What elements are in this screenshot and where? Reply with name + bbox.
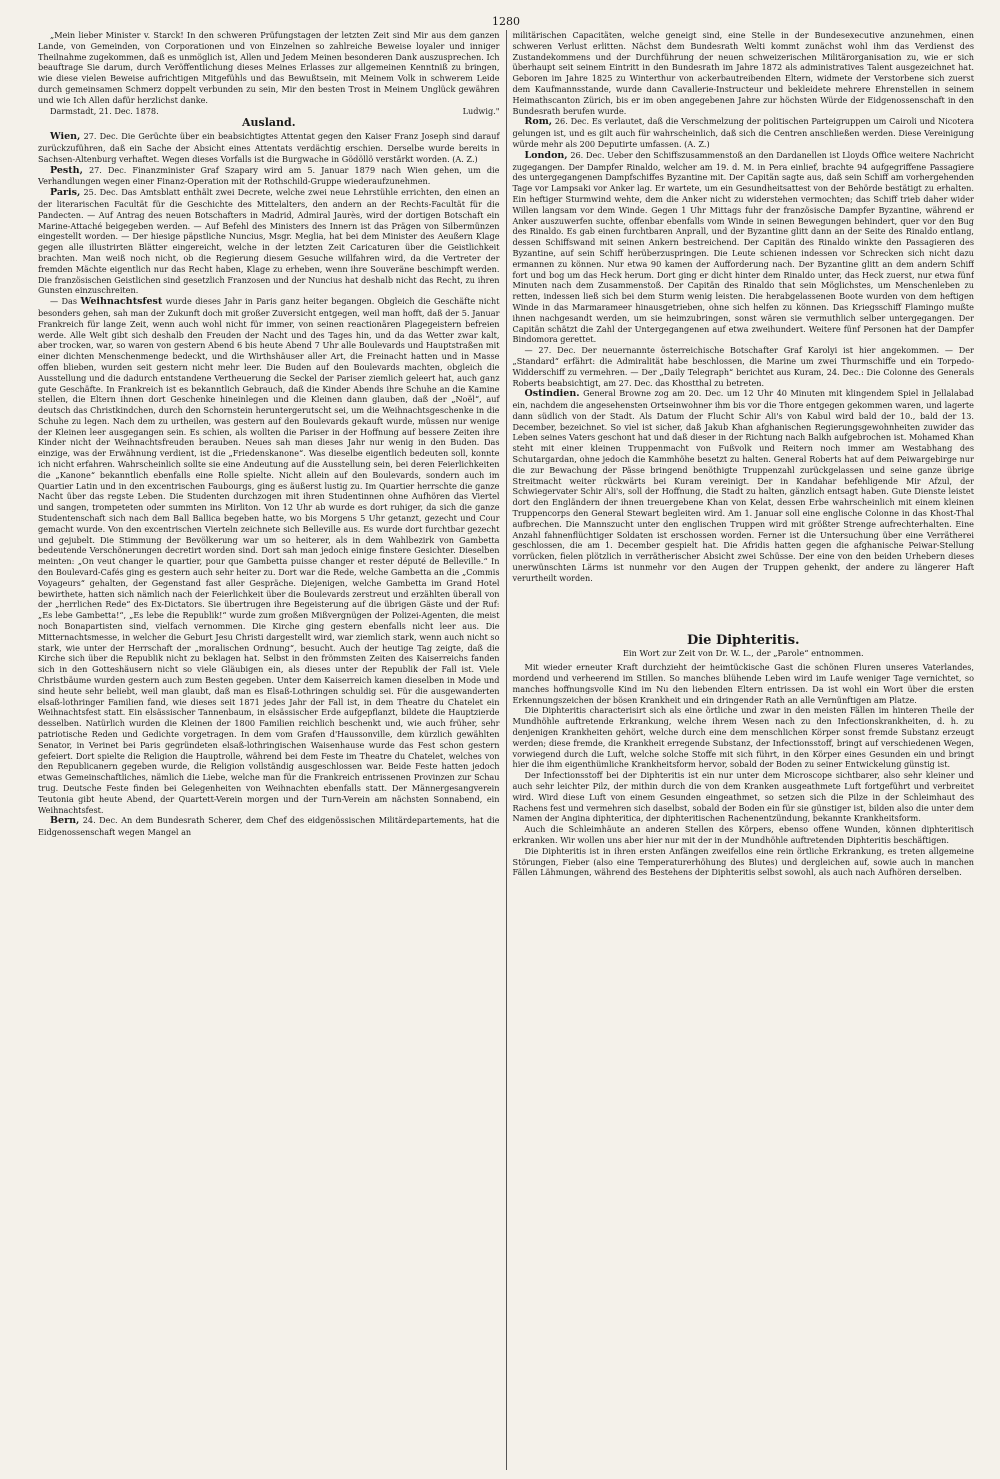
article-ostindien (513, 388, 975, 583)
article-paragraph: Der Infectionsstoff bei der Diphteritis ist ein nur unter dem Microscope sichtbarer, also sehr kleiner und auch sehr leichter Pilz, der mithin durch die von dem Kranken ausgeathmete Luft fortgeführt und verbreitet wird. Wird diese Luft von einem Gesunden eingeathmet, so setzen sich die Pilze in der Schleimhaut des Rachens fest und vermehren sich daselbst, sobald der Boden ein für sie günstiger ist, bilden also die unter dem Namen der Angina diphteritica, der diphteritischen Rachenentzündung, bekannte Krankheitsform. (512, 770, 974, 824)
letter-text: „Mein lieber Minister v. Starck! In den schweren Prüfungstagen der letzten Zeit sind Mir aus dem ganzen Lande, von Gemeinden, von Corporationen und von Einzelnen so zahlreiche Beweise loyaler und inniger Theilnahme zugekommen, daß es unmöglich ist, Allen und Jedem Meinen besonderen Dank auszusprechen. Ich beauftrage Sie darum, durch Veröffentlichung dieses Meines Erlasses zur allgemeinen Kenntniß zu bringen, wie diese vielen Beweise aufrichtigen Mitgefühls und das Bewußtsein, mit Meinem Volk in schwerem Leide durch gemeinsamen Schmerz doppelt verbunden zu sein, Mir den besten Trost in Meinem Unglück gewähren und wie Ich Allen dafür herzlichst danke. (38, 30, 500, 105)
page-number: 1280 (492, 15, 520, 28)
article-pesth (38, 165, 500, 188)
article-london-text: 26. Dec. Ueber den Schiffszusammenstoß an den Dardanellen ist Lloyds Office weitere Nachricht zugegangen. Der Dampfer Rinaldo, welcher am 19. d. M. in Pera einlief, brachte 94 aufgegriffene Passagiere des untergegangenen Dampfschiffes Byzantine mit. Der Capitän sagte aus, daß sein Schiff am vorhergehenden Tage vor Lampsaki vor Anker lag. Er wartete, um ein Gesundheitsattest von der Behörde bestätigt zu erhalten. Ein heftiger Sturmwind wehte, dem die Anker nicht zu widerstehen vermochten; das Schiff trieb daher wider Willen langsam vor dem Winde. Gegen 1 Uhr Mittags fuhr der französische Dampfer Byzantine, während er Anker auszuwerfen suchte, offenbar ebenfalls vom Winde in seinen Bewegungen behindert, quer vor den Bug des Rinaldo. Es gab einen furchtbaren Anprall, und der Byzantine glitt dann an der Seite des Rinaldo entlang, dessen Schiffswand mit seinen Ankern bestreichend. Der Capitän des Rinaldo winkte den Passagieren des Byzantine, auf sein Schiff herüberzuspringen. Die Leute schienen indessen vor Schrecken sich nicht dazu ermannen zu können. Nur etwa 90 kamen der Aufforderung nach. Der Byzantine glitt an dem andern Schiff fort und bog um das Heck herum. Dort ging er dicht hinter dem Rinaldo unter, das Heck zuerst, nur etwa fünf Minuten nach dem Zusammenstoß. Der Capitän des Rinaldo that sein Möglichstes, um Menschenleben zu retten, indessen ließ sich bei dem Sturm wenig leisten. Die herabgelassenen Boote wurden von dem heftigen Winde in das Marmarameer hinausgetrieben, ohne sich helfen zu können. Das Kriegsschiff Flamingo mußte ihnen nachgesandt werden, um sie heimzubringen, sonst wären sie vermuthlich selber untergegangen. Der Capitän schätzt die Zahl der Untergegangenen auf etwa zweihundert. Weitere fünf Personen hat der Dampfer Bindomora gerettet. (512, 149, 974, 345)
article-bern-continuation: militärischen Capacitäten, welche geneigt sind, eine Stelle in der Bundesexecutive anzunehmen, einen schweren Verlust erlitten. Nächst dem Bundesrath Welti kommt zunächst wohl ihm das Verdienst des Zustandekommens und der Durchführung der neuen schweizerischen Militärorganisation zu, wie er sich überhaupt seit seinem Eintritt in den Bundesrath im Jahre 1872 als administratives Talent ausgezeichnet hat. Geboren im Jahre 1825 zu Winterthur von ackerbautreibenden Eltern, widmete der Verstorbene sich zuerst dem Kaufmannsstande, wurde dann Cavallerie-Instructeur und bekleidete mehrere Ehrenstellen in seinem Heimathscanton Zürich, bis er im oben angegebenen Jahre zur höchsten Würde der Eidgenossenschaft in den Bundesrath berufen wurde. (512, 30, 974, 116)
article-subtitle: Ein Wort zur Zeit von Dr. W. L., der „Parole“ entnommen. (622, 648, 864, 659)
left-column (38, 30, 506, 1470)
dateline-london: London, (524, 149, 568, 161)
article-bern-text: 24. Dec. An dem Bundesrath Scherer, dem Chef des eidgenössischen Militärdepartements, hat die Eidgenossenschaft wegen Mangel an (38, 815, 500, 838)
article-london-27: — 27. Dec. Der neuernannte österreichische Botschafter Graf Karolyi ist hier angekommen. — Der „Standard“ erfährt: die Admiralität habe beschlossen, die Marine um zwei Thurmschiffe und ein Torpedo-Widderschiff zu vermehren. — Der „Daily Telegraph“ berichtet aus Kuram, 24. Dec.: Die Colonne des Generals Roberts beabsichtigt, am 27. Dec. das Khostthal zu betreten. (512, 345, 974, 388)
article-rom-text: 26. Dec. Es verlautet, daß die Verschmelzung der politischen Parteigruppen um Cairoli und Nicotera gelungen ist, und es gilt auch für wahrscheinlich, daß sich die Centren anschließen werden. Diese Vereinigung würde mehr als 200 Deputirte umfassen. (A. Z.) (512, 116, 974, 149)
columns (38, 30, 974, 1470)
weihnacht-lead: — Das (50, 296, 78, 307)
dateline-ostindien: Ostindien. (524, 388, 580, 400)
letter-signature: Ludwig." (462, 105, 500, 116)
article-rom (513, 116, 975, 149)
right-column (506, 30, 975, 1470)
article-ostindien-text: General Browne zog am 20. Dec. um 12 Uhr 40 Minuten mit klingendem Spiel in Jellalabad ein, nachdem die angesehensten Ortseinwohner ihm bis vor die Thore entgegen gekommen waren, und lagerte dann südlich von der Stadt. Als Datum der Flucht Schir Ali's von Kabul wird bald der 10., bald der 13. December, bezeichnet. So viel ist sicher, daß Jakub Khan afghanischen Regierungsgewohnheiten zuwider das Leben seines Vaters geschont hat und daß dieser in der Richtung nach Balkh aufgebrochen ist. Mohamed Khan steht mit einer kleinen Truppenmacht von Fußvolk und Reitern noch immer am Westabhang des Schutargardan, ohne jedoch die Kammhöhe besetzt zu halten. General Roberts hat auf dem Peiwargebirge nur die zur Bewachung der Pässe bringend benöthigte Truppenzahl zurückgelassen und seine ganze übrige Streitmacht weiter rückwärts bei Kuram vereinigt. Der in Kandahar befehligende Mir Afzul, der Schwiegervater Schir Ali's, soll der Hoffnung, die Stadt zu halten, gänzlich entsagt haben. Gute Dienste leistet dort den Engländern der ihnen treuergebene Khan von Kelat, dessen Erbe wahrscheinlich mit einem kleinen Truppencorps den General Stewart begleiten wird. Am 1. Januar soll eine englische Colonne in das Khost-Thal aufbrechen. Die Mannszucht unter den englischen Truppen wird mit größter Strenge aufrechterhalten. Eine Anzahl fahnenflüchtiger Soldaten ist erschossen worden. Ferner ist die Untersuchung über eine Verrätherei geschlossen, die am 1. December gespielt hat. Die Afridis hatten gegen die afghanische Peiwar-Stellung vorrücken, fielen plötzlich in verrätherischer Absicht zwei Schüsse. Der eine von den beiden Urhebern dieses unerwünschten Lärms ist nunmehr vor den Augen der Truppen gehenkt, der andere zu längerer Haft verurtheilt worden. (512, 388, 974, 583)
article-wien-text: 27. Dec. Die Gerüchte über ein beabsichtigtes Attentat gegen den Kaiser Franz Joseph sind darauf zurückzuführen, daß ein Sache der Absicht eines Attentats verdächtig erschien. Derselbe wurde bereits in Sachsen-Altenburg verhaftet. Wegen dieses Vorfalls ist die Burgwache in Gödöllö verstärkt worden. (A. Z.) (38, 131, 500, 164)
keyword-weihnachtsfest: Weihnachtsfest (80, 296, 163, 308)
letter-place-date: Darmstadt, 21. Dec. 1878. (50, 105, 159, 116)
article-pesth-text: 27. Dec. Finanzminister Graf Szapary wird am 5. Januar 1879 nach Wien gehen, um die Verhandlungen wegen einer Finanz-Operation mit der Rothschild-Gruppe wiederaufzunehmen. (38, 164, 500, 187)
dateline-bern: Bern, (50, 815, 80, 827)
dateline-wien: Wien, (50, 131, 81, 143)
article-london (513, 150, 975, 345)
section-heading-ausland: Ausland. (241, 116, 296, 130)
dateline-paris: Paris, (50, 187, 81, 199)
article-paragraph: Auch die Schleimhäute an anderen Stellen des Körpers, ebenso offene Wunden, können diphteritisch erkranken. Wir wollen uns aber hier nur mit der in der Mundhöhle auftretenden Diphteritis beschäftigen. (512, 824, 974, 845)
letter-signature-line (38, 106, 500, 117)
article-weihnachtsfest (38, 296, 500, 815)
article-paris-text: 25. Dec. Das Amtsblatt enthält zwei Decrete, welche zwei neue Lehrstühle errichten, den einen an der literarischen Facultät für die Geschichte des Mittelalters, den andern an der Rechts-Facultät für die Pandecten. — Auf Antrag des neuen Botschafters in Madrid, Admiral Jaurès, wird der dortigen Botschaft ein Marine-Attaché beigegeben werden. — Auf Befehl des Ministers des Innern ist das Prägen von Silbermünzen eingestellt worden. — Der hiesige päpstliche Nuncius, Msgr. Meglia, hat bei dem Minister des Aeußern Klage gegen alle illustrirten Blätter eingereicht, welche in der letzten Zeit Caricaturen über die Geistlichkeit brachten. Man weiß noch nicht, ob die Regierung diesem Gesuche willfahren wird, da die Vertreter der fremden Mächte eigentlich nur das Recht haben, Klage zu erheben, wenn ihre Souveräne beschimpft werden. Die französischen Geistlichen sind gesetzlich Franzosen und der Nuncius hat deshalb nicht das Recht, zu ihren Gunsten einzuschreiten. (38, 187, 500, 296)
column-gap (513, 584, 975, 632)
article-bern (38, 815, 500, 838)
article-paragraph: Die Diphteritis characterisirt sich als eine örtliche und zwar in den meisten Fällen im hinteren Theile der Mundhöhle auftretende Erkrankung, welche ihrem Wesen nach zu den Infectionskrankheiten, d. h. zu denjenigen Krankheiten gehört, welche durch eine dem menschlichen Körper sonst fremde Substanz erzeugt werden; diese fremde, die Krankheit erregende Substanz, der Infectionsstoff, bringt auf verschiedenen Wegen, vorwiegend durch die Luft, welche solche Stoffe mit sich führt, in den Körper eines Gesunden ein und bringt hier die ihm eigenthümliche Krankheitsform hervor, sobald der Boden zu seiner Entwickelung günstig ist. (512, 705, 974, 770)
article-title-diphteritis: Die Diphteritis. (686, 632, 800, 648)
article-weihnachtsfest-text: wurde dieses Jahr in Paris ganz heiter begangen. Obgleich die Geschäfte nicht besonders gehen, sah man der Zukunft doch mit großer Zuversicht entgegen, weil man hofft, daß der 5. Januar Frankreich für lange Zeit, wenn auch wohl nicht für immer, von seinen reactionären Plagegeistern befreien werde. Alle Welt gibt sich deshalb den Freuden der Nacht und des Tages hin, und da das Wetter zwar kalt, aber trocken, war, so waren von gestern Abend 6 bis heute Abend 7 Uhr alle Boulevards und Hauptstraßen mit einer dichten Menschenmenge bedeckt, und die Wirthshäuser aller Art, die Freinacht hatten und in Masse offen blieben, wurden seit gestern nicht mehr leer. Die Buden auf den Boulevards machten, obgleich die Ausstellung und die dadurch entstandene Vertheuerung die Seckel der Pariser ziemlich geleert hat, auch ganz gute Geschäfte. In Frankreich ist es bekanntlich Gebrauch, daß die Kinder Abends ihre Schuhe an die Kamine stellen, die Eltern ihnen dort Geschenke hineinlegen und die Kleinen dann glauben, daß der „Noël“, auf deutsch das Christkindchen, durch den Schornstein heruntergerutscht sei, um die Weihnachtsgeschenke in die Schuhe zu legen. Nach dem zu urtheilen, was gestern auf den Boulevards gekauft wurde, müssen nur wenige der Kleinen leer ausgegangen sein. Es schien, als wollten die Pariser in der Hoffnung auf bessere Zeiten ihre Kinder nicht der Weihnachtsfreuden berauben. Neues sah man dieses Jahr nur wenig in den Buden. Das einzige, was der Erwähnung verdient, ist die „Friedenskanone“. Was dieselbe eigentlich bedeuten soll, konnte ich nicht erfahren. Wahrscheinlich sollte sie eine Andeutung auf die Ausstellung sein, bei deren Feierlichkeiten die „Kanone“ bekanntlich ebenfalls eine Rolle spielte. Nicht allein auf den Boulevards, sondern auch im Quartier Latin und in den excentrischen Faubourgs, ging es äußerst lustig zu. Im Quartier herrschte die ganze Nacht über das regste Leben. Die Studenten durchzogen mit ihren Studentinnen ohne Aufhören das Viertel und sangen, trompeteten oder summten ins Mirliton. Von 12 Uhr ab wurde es dort ruhiger, da sich die ganze Studentenschaft sich nach dem Ball Ballica begeben hatte, wo bis Morgens 5 Uhr getanzt, gezecht und Cour gemacht wurde. Von den excentrischen Vierteln zeichnete sich Belleville aus. Es wurde dort furchtbar gezecht und gejubelt. Die Stimmung der Bevölkerung war um so heiterer, als in dem Wahlbezirk von Gambetta bedeutende Verschönerungen decretirt worden sind. Dort sah man jedoch einige finstere Gesichter. Dieselben meinten: „On veut changer le quartier, pour que Gambetta puisse changer et rester député de Belleville.“ In den Boulevard-Cafés ging es gestern auch sehr heiter zu. Dort war die Rede, welche Gambetta an die „Commis Voyageurs“ gehalten, der Gegenstand fast aller Gespräche. Diejenigen, welche Gambetta im Grand Hotel bewirthete, hatten sich nämlich nach der Feierlichkeit über die Boulevards zerstreut und erzählten überall von der „herrlichen Rede“ des Ex-Dictators. Sie übertrugen ihre Begeisterung auf die übrigen Gäste und der Ruf: „Es lebe Gambetta!“, „Es lebe die Republik!“ wurde zum großen Mißvergnügen der Polizei-Agenten, die meist noch Bonapartisten sind, vielfach vernommen. Die Kirche ging gestern ebenfalls nicht leer aus. Die Mitternachtsmesse, in welcher die Geburt Jesu Christi dargestellt wird, war ziemlich stark, wenn auch nicht so stark, wie unter der Herrschaft der „moralischen Ordnung“, besucht. Auch der heutige Tag zeigte, daß die Kirche sich über die Republik nicht zu beklagen hat. Selbst in den frömmsten Zeiten des Kaiserreichs fanden sich in den Gotteshäusern nicht so viele Gläubigen ein, als dieses unter der Republik der Fall ist. Viele Christbäume wurden gestern auch zum Besten gegeben. Unter dem Kaiserreich kamen dieselben in Mode und sind heute sehr beliebt, weil man glaubt, daß man es Elsaß-Lothringen schuldig sei. Für die ausgewanderten elsaß-lothringer Familien fand, wie dieses seit 1871 jedes Jahr der Fall ist, in dem Theatre du Chatelet ein Weihnachtsfest statt. Ein elsässischer Tannenbaum, in elsässischer Erde aufgepflanzt, bildete die Hauptzierde desselben. Natürlich wurden die Kleinen der 1800 Familien reichlich beschenkt und, wie auch früher, sehr patriotische Reden und Gedichte vorgetragen. In dem vom Grafen d'Haussonville, dem kürzlich gewählten Senator, in Verinet bei Paris gegründeten elsaß-lothringischen Waisenhause wurde das Fest schon gestern gefeiert. Dort spielte die Religion die Hauptrolle, während bei dem Feste im Theatre du Chatelet, welches von den Republicanern gegeben wurde, die Religion vollständig ausgeschlossen war. Beide Feste hatten jedoch etwas Gemeinschaftliches, nämlich die Liebe, welche man für die Frankreich entrissenen Provinzen zur Schau trug. Deutsche Feste finden bei Gelegenheiten von Weihnachten ebenfalls statt. Der Männergesangverein Teutonia gibt heute Abend, der Quartett-Verein morgen und der Turn-Verein am nächsten Sonnabend, ein Weihnachtsfest. (38, 296, 500, 815)
article-paris (38, 187, 500, 296)
article-paragraph: Mit wieder erneuter Kraft durchzieht der heimtückische Gast die schönen Fluren unseres Vaterlandes, mordend und verheerend im Stillen. So manches blühende Leben wird im Laufe weniger Tage vernichtet, so manches hoffnungsvolle Kind im Nu den liebenden Eltern entrissen. Da ist wohl ein Wort über die ersten Erkennungszeichen der bösen Krankheit und ein dringender Rath an alle Vernünftigen am Platze. (512, 662, 974, 705)
article-wien (38, 131, 500, 164)
dateline-rom: Rom, (524, 116, 553, 128)
dateline-pesth: Pesth, (50, 164, 83, 176)
article-paragraph: Die Diphteritis ist in ihren ersten Anfängen zweifellos eine rein örtliche Erkrankung, es treten allgemeine Störungen, Fieber (also eine Temperaturerhöhung des Blutes) und dergleichen auf, sowie auch in manchen Fällen Lähmungen, während des Bestehens der Diphteritis selbst sowohl, als auch nach Aufhören derselben. (512, 845, 974, 878)
